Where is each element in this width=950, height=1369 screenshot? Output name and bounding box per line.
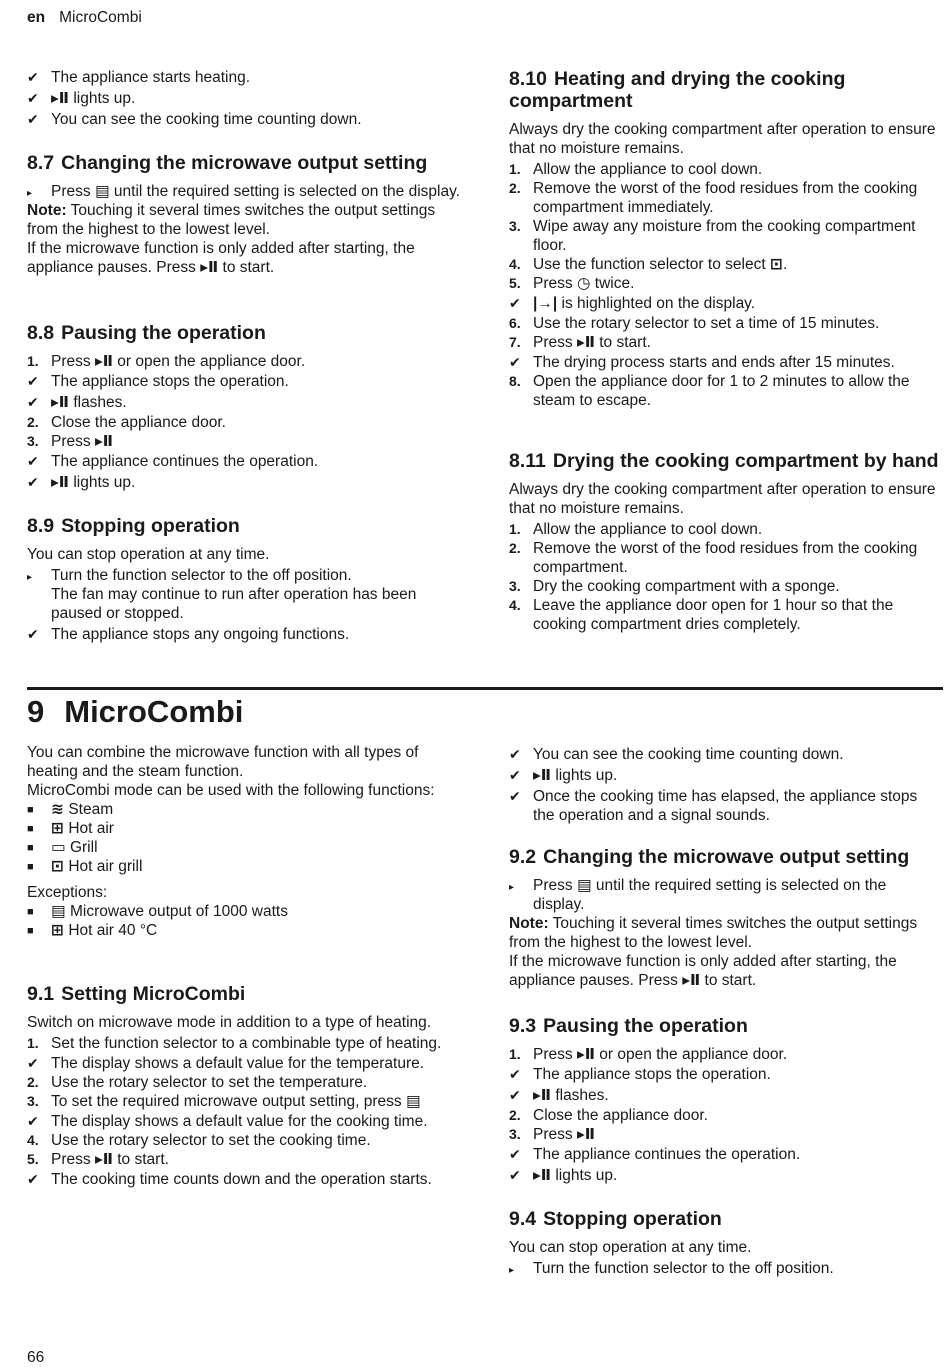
function-item: ■ ⊡ Hot air grill — [27, 858, 143, 875]
section-9-1: 9.1 Setting MicroCombi Switch on microwave mode in addition to a type of heating. 1. Set the function selector to a combinable type of heating. ✔ The display shows a default value for the temperature. 2. Use the rotary selector to set the temperature. 3. To set the required microwave output setting, press ▤ ✔ The display shows a default value for the cooking time. 4. Use the rotary selector to set the cooking time. 5. Press ▸Ⅱ to start. ✔ The cooking time counts down and the operation starts. — [27, 983, 465, 1189]
function-item: ■ ⊞ Hot air — [27, 820, 114, 837]
start-pause-icon: ▸Ⅱ — [94, 433, 113, 450]
list-item: 2. Remove the worst of the food residues from the cooking compartment immediately. — [509, 180, 918, 216]
hot-air-grill-icon: ⊡ — [51, 858, 64, 875]
chapter-title: 9 MicroCombi — [27, 694, 244, 729]
list-item: 5. Press ◷ twice. — [509, 275, 635, 292]
checkmark-icon: ✔ — [27, 90, 39, 106]
start-pause-icon: ▸Ⅱ — [51, 474, 69, 491]
list-item: 1. Set the function selector to a combinable type of heating. — [27, 1035, 442, 1052]
list-item: ✔ The appliance continues the operation. — [27, 453, 319, 470]
list-item: ✔ The appliance stops any ongoing functions. — [27, 626, 350, 643]
paragraph: Always dry the cooking compartment after operation to ensure that no moisture remains. — [509, 121, 936, 157]
section-8-7 — [27, 152, 465, 277]
list-item: ✔ ▸Ⅱ flashes. — [509, 1087, 609, 1104]
checkmark-icon: ✔ — [27, 69, 39, 85]
list-item: ✔ Once the cooking time has elapsed, the appliance stops the operation and a signal sounds. — [509, 788, 918, 824]
start-pause-icon: ▸Ⅱ — [533, 1087, 551, 1104]
chapter-intro: You can combine the microwave function with all types of heating and the steam function. MicroCombi mode can be used with the following functions: ■ ≋ Steam ■ ⊞ Hot air ■ ▭ Grill ■ ⊡ Hot air grill Exceptions: ■ ▤ Microwave output of 1000 watts ■ ⊞ Hot air 40 °C — [27, 743, 465, 940]
chapter-divider — [27, 687, 943, 690]
action-step: ▸ Turn the function selector to the off position. The fan may continue to run after operation has been paused or stopped. — [27, 567, 417, 622]
list-item: ✔ The appliance continues the operation. — [509, 1146, 801, 1163]
note: Note: Touching it several times switches the output settings from the highest to the lowest level. — [509, 915, 918, 951]
list-item: 3. To set the required microwave output setting, press ▤ — [27, 1093, 421, 1110]
action-step: ▸ Turn the function selector to the off position. — [509, 1259, 941, 1278]
checkmark-icon: ✔ — [509, 1146, 521, 1162]
section-heading: 9.3 Pausing the operation — [509, 1015, 748, 1037]
list-item: ✔ The display shows a default value for the cooking time. — [27, 1113, 428, 1130]
drying-icon: |→| — [533, 295, 558, 312]
list-item: ✔ The display shows a default value for the temperature. — [27, 1055, 425, 1072]
list-item: ✔ The appliance stops the operation. — [509, 1066, 771, 1083]
paragraph: If the microwave function is only added after starting, the appliance pauses. Press ▸Ⅱ to start. — [509, 953, 897, 989]
list-item: 4. Leave the appliance door open for 1 hour so that the cooking compartment dries completely. — [509, 597, 894, 633]
paragraph: You can stop operation at any time. — [27, 546, 270, 563]
checkmark-icon: ✔ — [27, 1171, 39, 1187]
section-heading: 8.7 Changing the microwave output setting — [27, 152, 428, 174]
checkmark-icon: ✔ — [27, 394, 39, 410]
triangle-bullet-icon: ▸ — [509, 1265, 515, 1276]
section-9-3 — [509, 1015, 941, 1185]
list-item: ✔ The appliance starts heating. — [27, 69, 251, 86]
checkmark-icon: ✔ — [509, 788, 521, 804]
hot-air-icon: ⊞ — [51, 820, 64, 837]
start-pause-icon: ▸Ⅱ — [51, 394, 69, 411]
checkmark-icon: ✔ — [27, 474, 39, 490]
section-heading: 8.9 Stopping operation — [27, 515, 240, 537]
paragraph: If the microwave function is only added after starting, the appliance pauses. Press ▸Ⅱ to start. — [27, 240, 415, 276]
language-code: en — [27, 9, 46, 26]
grill-icon: ▭ — [51, 839, 66, 856]
list-item: 2. Use the rotary selector to set the temperature. — [27, 1074, 368, 1091]
action-step: ▸ Press ▤ until the required setting is selected on the display. — [509, 877, 887, 913]
list-item: ✔ The cooking time counts down and the operation starts. — [27, 1171, 432, 1188]
action-step: ▸ Press ▤ until the required setting is selected on the display. — [27, 182, 465, 201]
paragraph: Always dry the cooking compartment after operation to ensure that no moisture remains. — [509, 481, 936, 517]
list-item: ✔ ▸Ⅱ lights up. — [27, 474, 136, 491]
clock-icon: ◷ — [576, 275, 591, 292]
exception-item: ■ ▤ Microwave output of 1000 watts — [27, 903, 288, 920]
list-item: ✔ ▸Ⅱ flashes. — [27, 394, 127, 411]
start-pause-icon: ▸Ⅱ — [533, 767, 551, 784]
list-item: ✔ ▸Ⅱ lights up. — [509, 1167, 618, 1184]
list-item: 1. Press ▸Ⅱ or open the appliance door. — [27, 353, 306, 370]
start-pause-icon: ▸Ⅱ — [94, 1151, 113, 1168]
section-8-10 — [509, 68, 941, 410]
function-item: ■ ▭ Grill — [27, 839, 98, 856]
triangle-bullet-icon: ▸ — [27, 572, 33, 583]
exception-item: ■ ⊞ Hot air 40 °C — [27, 922, 158, 939]
list-item: ✔ |→| is highlighted on the display. — [509, 295, 756, 312]
checkmark-icon: ✔ — [509, 1066, 521, 1082]
microwave-icon: ▤ — [51, 903, 66, 920]
list-item: 2. Close the appliance door. — [509, 1107, 708, 1124]
hot-air-icon: ⊞ — [51, 922, 64, 939]
list-item: 1. Allow the appliance to cool down. — [509, 521, 763, 538]
list-item: ✔ The appliance stops the operation. — [27, 373, 289, 390]
start-pause-icon: ▸Ⅱ — [576, 1046, 595, 1063]
checkmark-icon: ✔ — [509, 767, 521, 783]
triangle-bullet-icon: ▸ — [509, 882, 515, 893]
list-item: 3. Press ▸Ⅱ — [509, 1126, 595, 1143]
list-item: 7. Press ▸Ⅱ to start. — [509, 334, 651, 351]
section-heading: 8.11 Drying the cooking compartment by hand — [509, 450, 939, 472]
checkmark-icon: ✔ — [27, 453, 39, 469]
list-item: ✔ ▸Ⅱ lights up. — [27, 90, 136, 107]
note: Note: Touching it several times switches the output settings from the highest to the lowest level. — [27, 202, 436, 238]
list-item: 5. Press ▸Ⅱ to start. — [27, 1151, 169, 1168]
list-item: 3. Press ▸Ⅱ — [27, 433, 113, 450]
section-9-1-continued — [509, 745, 941, 825]
top-results — [27, 68, 465, 129]
checkmark-icon: ✔ — [509, 746, 521, 762]
checkmark-icon: ✔ — [509, 1167, 521, 1183]
microwave-icon: ▤ — [94, 183, 110, 200]
list-item: ✔ You can see the cooking time counting down. — [27, 111, 362, 128]
section-9-4: 9.4 Stopping operation You can stop operation at any time. ▸ Turn the function selector to the off position. — [509, 1208, 941, 1278]
start-pause-icon: ▸Ⅱ — [51, 90, 69, 107]
list-item: ✔ You can see the cooking time counting down. — [509, 746, 844, 763]
section-9-2 — [509, 846, 941, 990]
list-item: 8. Open the appliance door for 1 to 2 minutes to allow the steam to escape. — [509, 373, 910, 409]
checkmark-icon: ✔ — [27, 626, 39, 642]
start-pause-icon: ▸Ⅱ — [200, 259, 219, 276]
hot-air-grill-icon: ⊡ — [769, 256, 783, 273]
section-8-8 — [27, 322, 465, 492]
microwave-icon: ▤ — [576, 877, 592, 894]
start-pause-icon: ▸Ⅱ — [533, 1167, 551, 1184]
section-heading: 9.1 Setting MicroCombi — [27, 983, 246, 1005]
checkmark-icon: ✔ — [27, 373, 39, 389]
function-item: ■ ≋ Steam — [27, 801, 114, 818]
section-heading: 8.8 Pausing the operation — [27, 322, 266, 344]
section-8-9 — [27, 515, 465, 644]
checkmark-icon: ✔ — [27, 111, 39, 127]
list-item: 4. Use the rotary selector to set the cooking time. — [27, 1132, 371, 1149]
list-item: 3. Wipe away any moisture from the cooking compartment floor. — [509, 218, 916, 254]
list-item: ✔ The drying process starts and ends after 15 minutes. — [509, 354, 895, 371]
page-number: 66 — [27, 1349, 45, 1366]
section-8-11 — [509, 450, 941, 634]
list-item: 4. Use the function selector to select ⊡. — [509, 256, 788, 273]
start-pause-icon: ▸Ⅱ — [94, 353, 113, 370]
checkmark-icon: ✔ — [509, 1087, 521, 1103]
list-item: 3. Dry the cooking compartment with a sponge. — [509, 578, 840, 595]
microwave-icon: ▤ — [405, 1093, 421, 1110]
list-item: 2. Close the appliance door. — [27, 414, 226, 431]
start-pause-icon: ▸Ⅱ — [682, 972, 701, 989]
list-item: 1. Allow the appliance to cool down. — [509, 161, 763, 178]
section-heading: 9.4 Stopping operation — [509, 1208, 722, 1230]
list-item: 6. Use the rotary selector to set a time of 15 minutes. — [509, 315, 880, 332]
header-title: MicroCombi — [59, 9, 142, 26]
list-item: 1. Press ▸Ⅱ or open the appliance door. — [509, 1046, 788, 1063]
checkmark-icon: ✔ — [27, 1113, 39, 1129]
section-heading: 9.2 Changing the microwave output setting — [509, 846, 910, 868]
triangle-bullet-icon: ▸ — [27, 188, 33, 199]
section-heading: 8.10 Heating and drying the cooking compartment — [509, 68, 846, 112]
checkmark-icon: ✔ — [509, 354, 521, 370]
checkmark-icon: ✔ — [27, 1055, 39, 1071]
start-pause-icon: ▸Ⅱ — [576, 334, 595, 351]
steam-icon: ≋ — [51, 801, 64, 818]
list-item: 2. Remove the worst of the food residues from the cooking compartment. — [509, 540, 918, 576]
list-item: ✔ ▸Ⅱ lights up. — [509, 767, 618, 784]
start-pause-icon: ▸Ⅱ — [576, 1126, 595, 1143]
page-header — [27, 9, 142, 27]
checkmark-icon: ✔ — [509, 295, 521, 311]
